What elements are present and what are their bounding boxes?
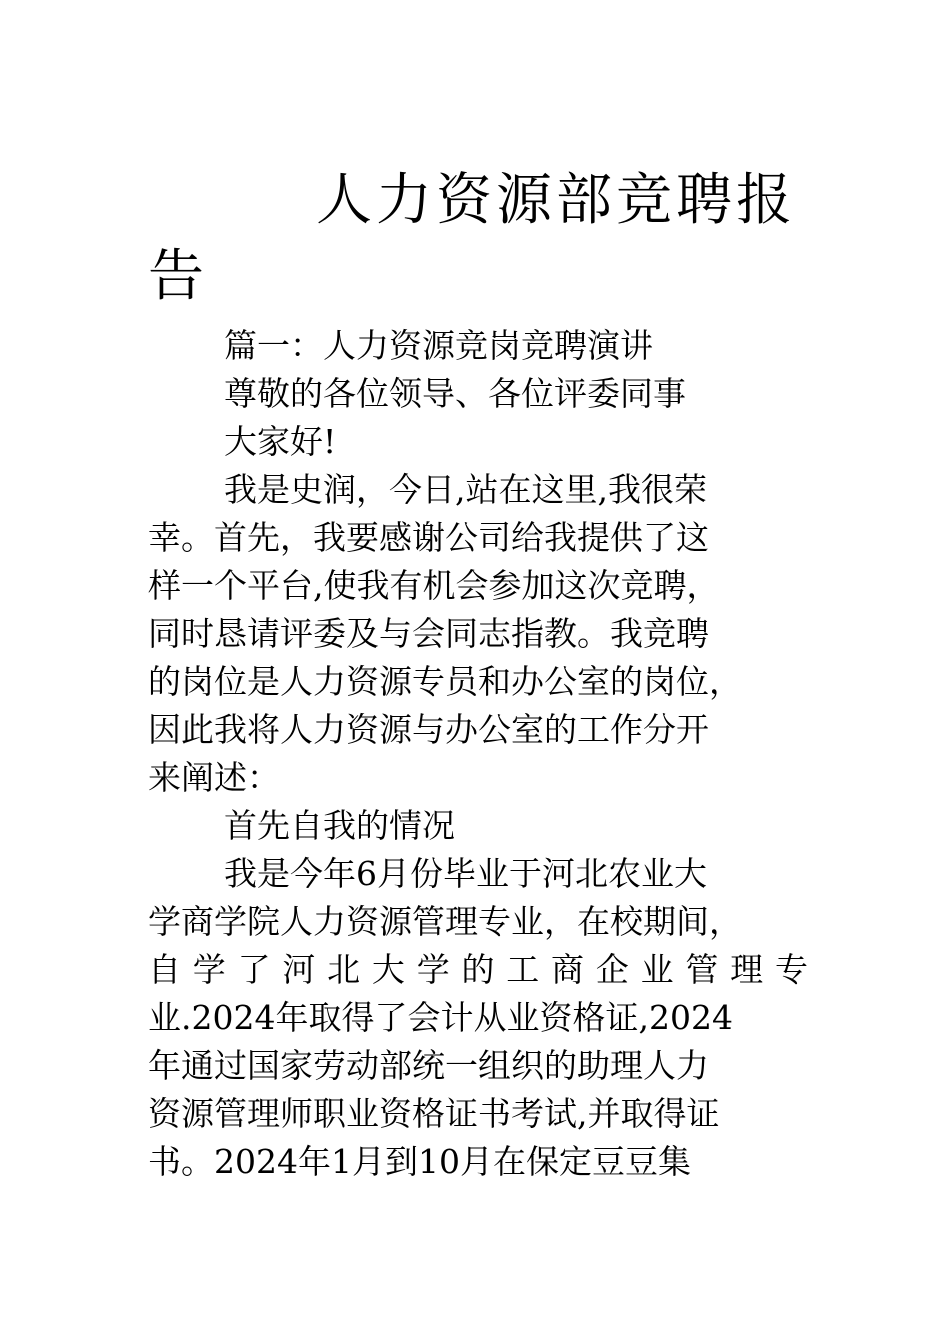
justified-char: 的: [461, 950, 495, 989]
paragraph-line: 来阐述：: [148, 758, 280, 797]
justified-char: 了: [237, 950, 271, 989]
justified-char: 工: [506, 950, 540, 989]
paragraph-line: 书。2024年1月到10月在保定豆豆集: [148, 1142, 691, 1181]
justified-char: 业: [640, 950, 674, 989]
justified-char: 河: [282, 950, 316, 989]
subheading: 首先自我的情况: [224, 806, 455, 845]
paragraph-line-justified: [148, 946, 808, 994]
justified-char: 专: [774, 950, 808, 989]
document-body: [148, 322, 808, 1186]
document-title: [148, 163, 818, 315]
paragraph-line: 业.2024年取得了会计从业资格证,2024: [148, 998, 733, 1037]
paragraph-line: 同时恳请评委及与会同志指教。我竞聘: [148, 614, 709, 653]
justified-char: 管: [685, 950, 719, 989]
justified-char: 理: [730, 950, 764, 989]
paragraph-line: 资源管理师职业资格证书考试,并取得证: [148, 1094, 720, 1133]
paragraph-line: 学商学院人力资源管理专业，在校期间，: [148, 902, 742, 941]
justified-char: 自: [148, 950, 181, 989]
justified-char: 大: [371, 950, 405, 989]
paragraph-line: 我是史润，今日,站在这里,我很荣: [224, 470, 707, 509]
justified-char: 企: [595, 950, 629, 989]
justified-char: 学: [192, 950, 226, 989]
title-line-2: 告: [148, 243, 208, 309]
paragraph-line: 因此我将人力资源与办公室的工作分开: [148, 710, 709, 749]
paragraph-line: 年通过国家劳动部统一组织的助理人力: [148, 1046, 709, 1085]
justified-char: 学: [416, 950, 450, 989]
paragraph-line: 样一个平台,使我有机会参加这次竞聘，: [148, 566, 720, 605]
justified-char: 商: [551, 950, 585, 989]
paragraph-line: 幸。首先，我要感谢公司给我提供了这: [148, 518, 709, 557]
greeting: 大家好!: [224, 422, 337, 461]
salutation: 尊敬的各位领导、各位评委同事: [224, 374, 686, 413]
title-line-1: 人力资源部竞聘报: [316, 167, 796, 233]
paragraph-line: 的岗位是人力资源专员和办公室的岗位，: [148, 662, 742, 701]
justified-char: 北: [327, 950, 361, 989]
paragraph-line: 我是今年6月份毕业于河北农业大: [224, 854, 707, 893]
section-heading: 篇一：人力资源竞岗竞聘演讲: [224, 326, 653, 365]
